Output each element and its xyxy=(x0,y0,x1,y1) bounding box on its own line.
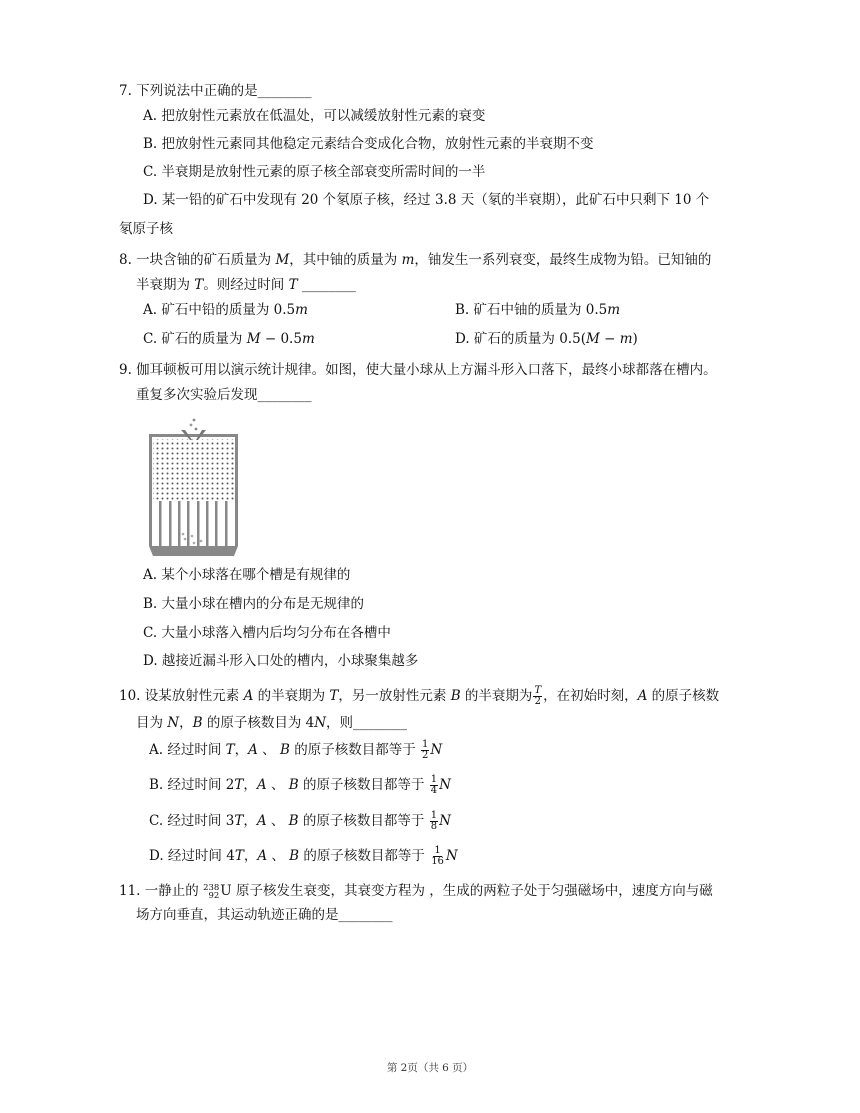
page-footer: 第 2页（共 6 页） xyxy=(386,1062,474,1074)
q9-stem-line1: 9. 伽耳顿板可用以演示统计规律。如图，使大量小球从上方漏斗形入口落下，最终小球都落在槽内。 xyxy=(119,362,717,378)
q11-stem-line2: 场方向垂直，其运动轨迹正确的是________ xyxy=(136,907,393,923)
q7-option-a: A. 把放射性元素放在低温处，可以减缓放射性元素的衰变 xyxy=(143,108,486,124)
q9-option-a: A. 某个小球落在哪个槽是有规律的 xyxy=(143,567,351,583)
q10-option-c: C. 经过时间 3T，A 、 B 的原子核数目都等于 $\frac{1}{8}$ N xyxy=(149,810,451,832)
galton-board-figure xyxy=(145,416,243,558)
q7-stem: 7. 下列说法中正确的是________ xyxy=(119,83,312,99)
q10-option-a: A. 经过时间 T，A 、 B 的原子核数目都等于 $\frac{1}{2}$ N xyxy=(149,739,443,761)
q10-option-d: D. 经过时间 4T，A 、 B 的原子核数目都等于 $\frac{1}{16}$ N xyxy=(149,845,458,867)
q8-option-c: C. 矿石的质量为 M − 0.5m xyxy=(143,331,315,347)
q7-option-b: B. 把放射性元素同其他稳定元素结合变成化合物，放射性元素的半衰期不变 xyxy=(143,136,594,152)
fraction-t-over-2: $\frac{T}{2}$ xyxy=(534,685,542,707)
q7-option-d: D. 某一铅的矿石中发现有 20 个氡原子核，经过 3.8 天（氡的半衰期），此矿石中只剩下 10 个 xyxy=(143,192,710,208)
q8-stem-line1: 8. 一块含铀的矿石质量为 M，其中铀的质量为 m，铀发生一系列衰变，最终生成物为铅。已知铀的 xyxy=(119,252,712,268)
isotope-notation: 238 92 xyxy=(203,882,220,901)
q8-option-d: D. 矿石的质量为 0.5(M − m) xyxy=(455,331,638,347)
q9-option-b: B. 大量小球在槽内的分布是无规律的 xyxy=(143,596,365,612)
q8-option-a: A. 矿石中铅的质量为 0.5m xyxy=(143,302,308,318)
q10-stem-line2: 目为 N，B 的原子核数目为 4N，则________ xyxy=(136,715,408,731)
q7-option-d-cont: 氡原子核 xyxy=(119,221,173,237)
q9-stem-line2: 重复多次实验后发现________ xyxy=(136,387,312,403)
q8-option-b: B. 矿石中铀的质量为 0.5m xyxy=(455,302,621,318)
q9-option-d: D. 越接近漏斗形入口处的槽内，小球聚集越多 xyxy=(143,653,419,669)
q10-stem-line1: 10. 设某放射性元素 A 的半衰期为 T，另一放射性元素 B 的半衰期为 $\frac{T}{2}$ ，在初始时刻，A 的原子核数 xyxy=(119,685,720,707)
q10-option-b: B. 经过时间 2T，A 、 B 的原子核数目都等于 $\frac{1}{4}$ N xyxy=(149,774,451,796)
q8-stem-line2: 半衰期为 T。则经过时间 T ________ xyxy=(136,277,356,293)
q7-option-c: C. 半衰期是放射性元素的原子核全部衰变所需时间的一半 xyxy=(143,164,486,180)
q9-option-c: C. 大量小球落入槽内后均匀分布在各槽中 xyxy=(143,625,391,641)
q11-stem-line1: 11. 一静止的 238 92 U 原子核发生衰变，其衰变方程为 ，生成的两粒子处于匀强磁场中，速度方向与磁 xyxy=(119,882,713,901)
